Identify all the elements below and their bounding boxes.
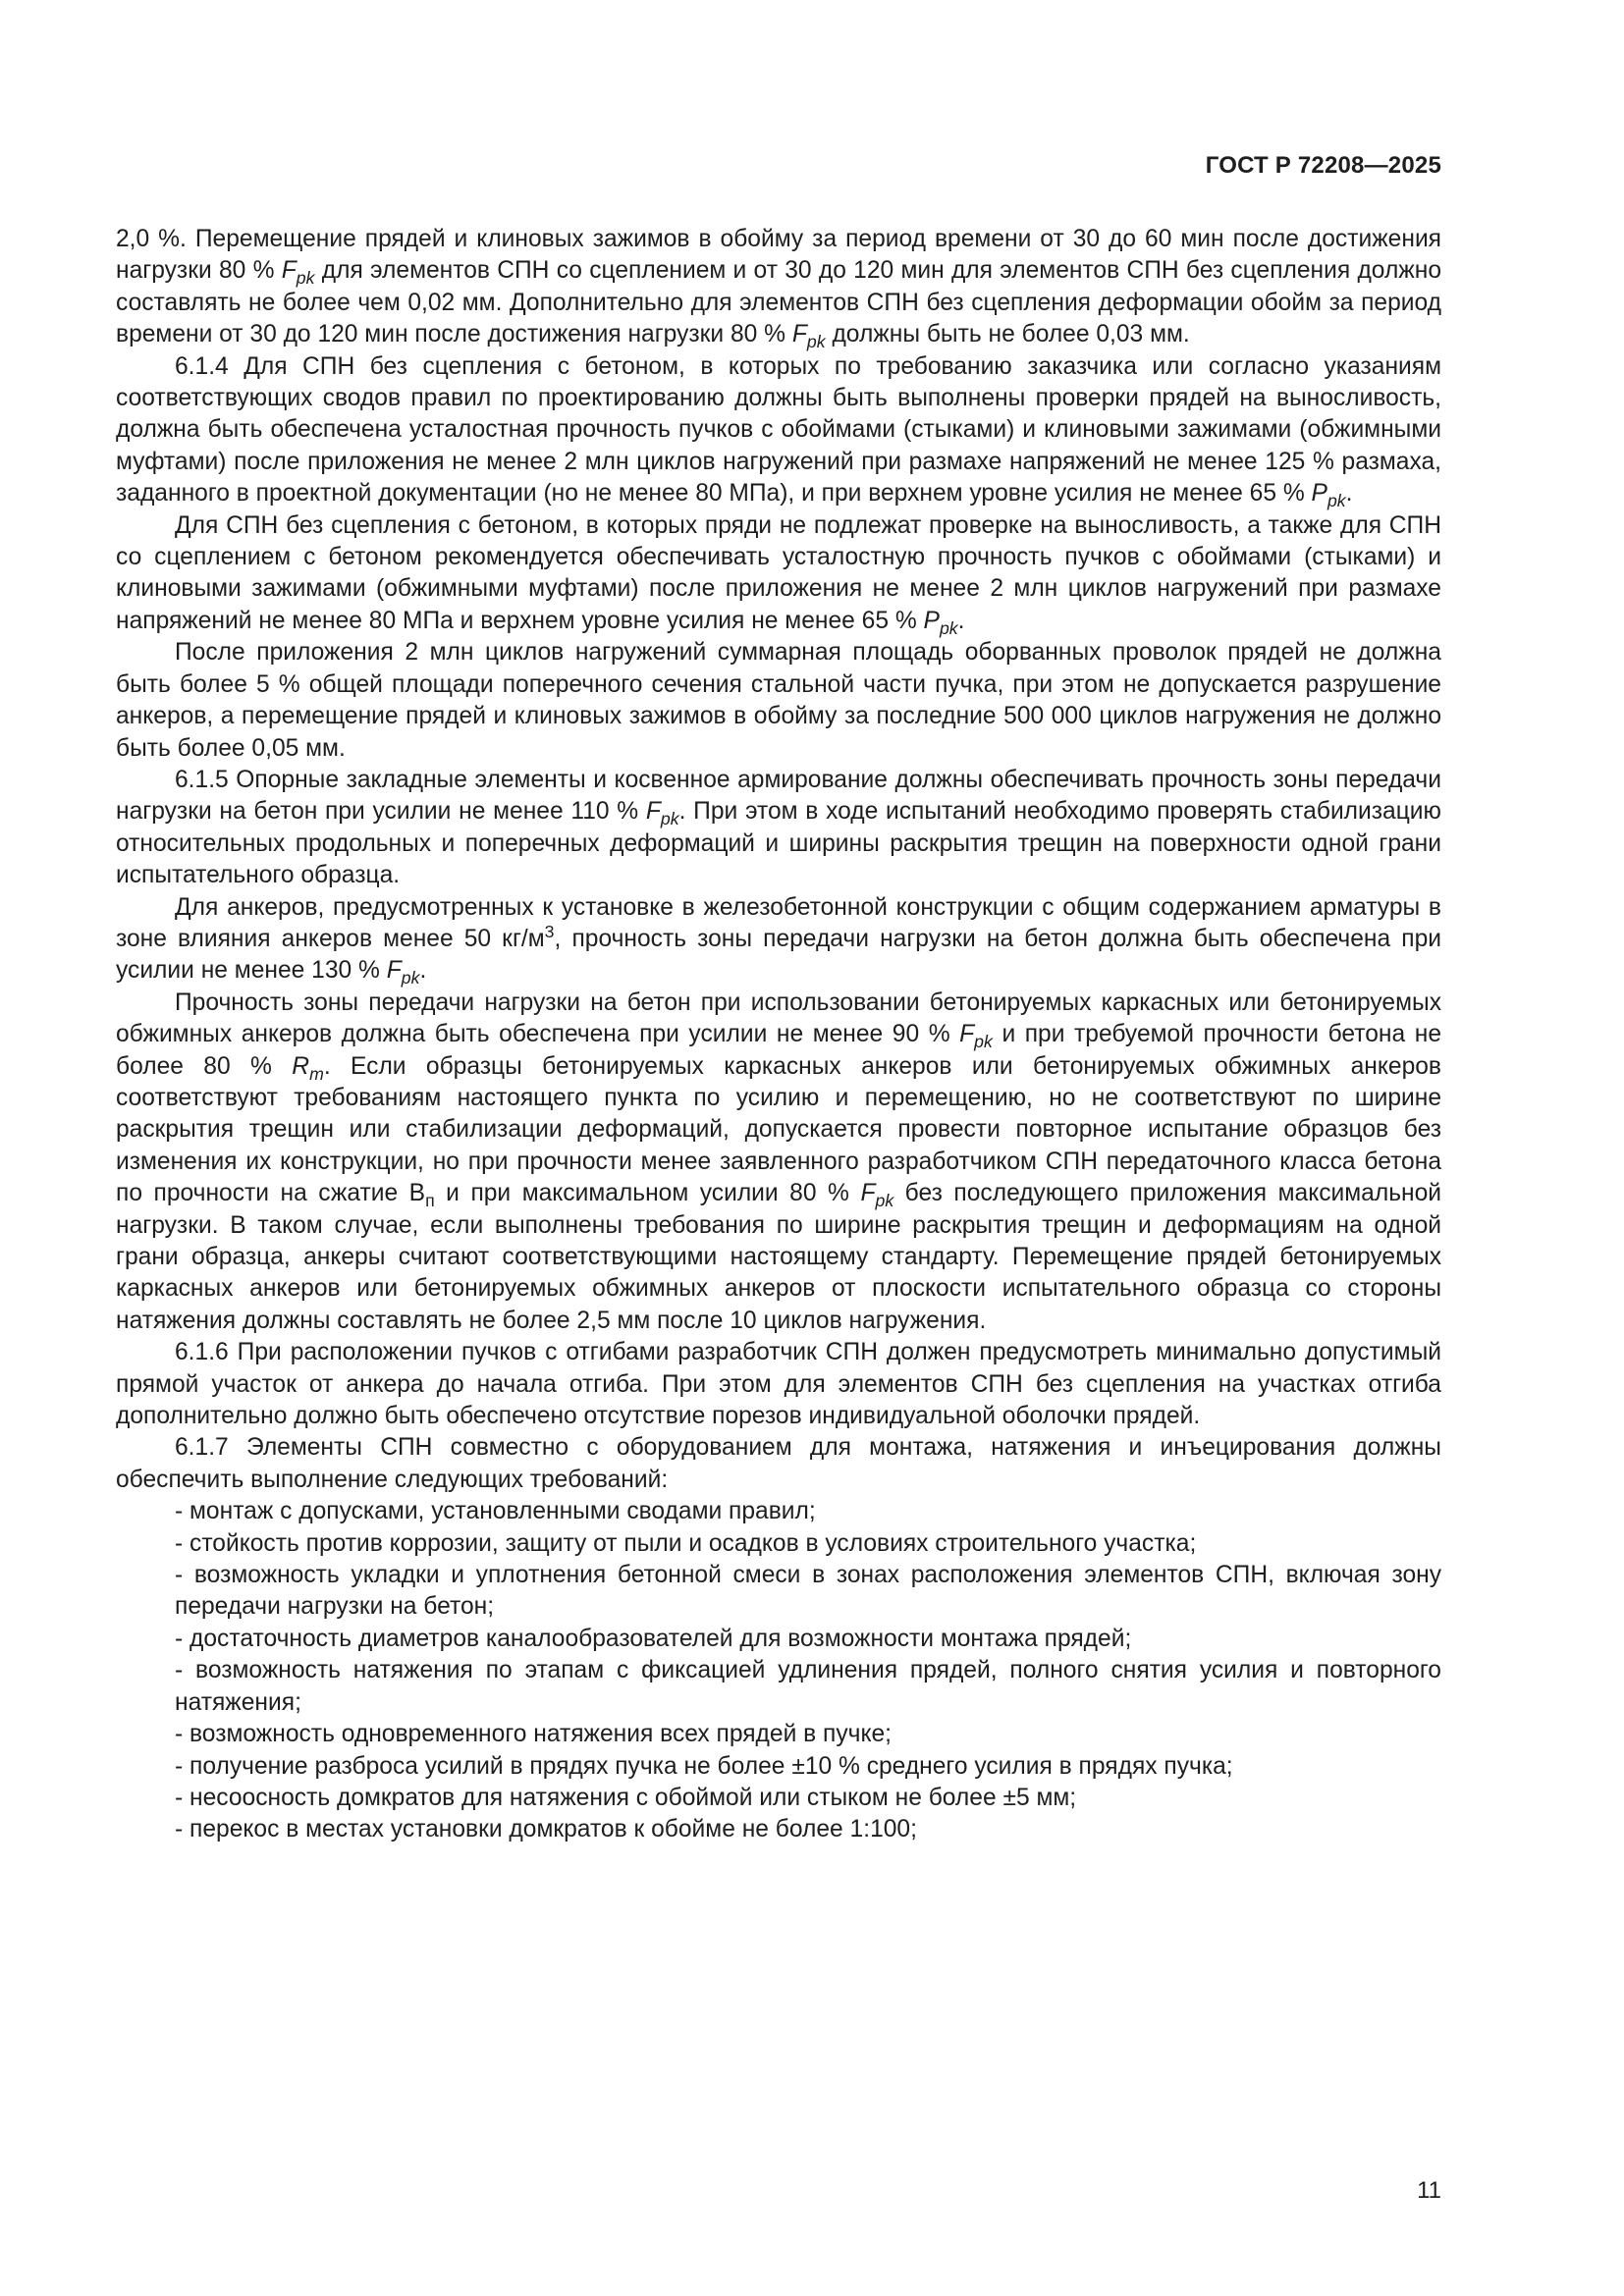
list-item: - возможность натяжения по этапам с фиксацией удлинения прядей, полного снятия усилия и повторного натяжения; bbox=[175, 1657, 1441, 1716]
paragraph: 2,0 %. Перемещение прядей и клиновых зажимов в обойму за период времени от 30 до 60 мин после достижения нагрузки 80 % $F_{pk}$ для элементов СПН со сцеплением и от 30 до 120 мин для элементов СПН без сцепления должно составлять не более чем 0,02 мм. Дополнительно для элементов СПН без сцепления деформации обойм за период времени от 30 до 120 мин после достижения нагрузки 80 % $F_{pk}$ должны быть не более 0,03 мм. bbox=[116, 226, 1441, 352]
list-item: - возможность одновременного натяжения всех прядей в пучке; bbox=[175, 1721, 893, 1748]
paragraph: Для анкеров, предусмотренных к установке в железобетонной конструкции с общим содержанием арматуры в зоне влияния анкеров менее 50 $кг/м^3$, прочность зоны передачи нагрузки на бетон должна быть обеспечена при усилии не менее 130 % $F_{pk}$. bbox=[116, 893, 1441, 988]
list-item: - перекос в местах установки домкратов к обойме не более 1:100; bbox=[175, 1816, 917, 1843]
list-item: - стойкость против коррозии, защиту от пыли и осадков в условиях строительного участка; bbox=[175, 1529, 1197, 1557]
clause-6-1-5: 6.1.5 Опорные закладные элементы и косвенное армирование должны обеспечивать прочность зоны передачи нагрузки на бетон при усилии не менее 110 % $F_{pk}$. При этом в ходе испытаний необходимо проверять стабилизацию относительных продольных и поперечных деформаций и ширины раскрытия трещин на поверхности одной грани испытательного образца. bbox=[116, 766, 1441, 889]
list-item: - получение разброса усилий в прядях пучка не более ±10 % среднего усилия в прядях пучка; bbox=[175, 1752, 1233, 1780]
paragraph: Для СПН без сцепления с бетоном, в которых пряди не подлежат проверке на выносливость, а также для СПН со сцеплением с бетоном рекомендуется обеспечивать усталостную прочность пучков с обоймами (стыками) и клиновыми зажимами (обжимными муфтами) после приложения не менее 2 млн циклов нагружений при размахе напряжений не менее 80 МПа и верхнем уровне усилия не менее 65 % $P_{pk}$. bbox=[116, 511, 1441, 639]
paragraph: После приложения 2 млн циклов нагружений суммарная площадь оборванных проволок прядей не должна быть более 5 % общей площади поперечного сечения стальной части пучка, при этом не допускается разрушение анкеров, а перемещение прядей и клиновых зажимов в обойму за последние 500 000 циклов нагружения не должно быть более 0,05 мм. bbox=[116, 639, 1441, 762]
list-item: - достаточность диаметров каналообразователей для возможности монтажа прядей; bbox=[175, 1625, 1132, 1652]
document-body bbox=[116, 224, 1441, 1846]
page-number: 11 bbox=[1417, 2177, 1441, 2204]
list-item: - возможность укладки и уплотнения бетонной смеси в зонах расположения элементов СПН, включая зону передачи нагрузки на бетон; bbox=[175, 1562, 1441, 1621]
list-item: - монтаж с допусками, установленными сводами правил; bbox=[175, 1498, 816, 1525]
document-header: ГОСТ Р 72208—2025 bbox=[1205, 152, 1441, 179]
clause-6-1-4: 6.1.4 Для СПН без сцепления с бетоном, в которых по требованию заказчика или согласно указаниям соответствующих сводов правил по проектированию должны быть выполнены проверки прядей на выносливость, должна быть обеспечена усталостная прочность пучков с обоймами (стыками) и клиновыми зажимами (обжимными муфтами) после приложения не менее 2 млн циклов нагружений при размахе напряжений не менее 125 % размаха, заданного в проектной документации (но не менее 80 МПа), и при верхнем уровне усилия не менее 65 % $P_{pk}$. bbox=[116, 352, 1441, 511]
paragraph: Прочность зоны передачи нагрузки на бетон при использовании бетонируемых каркасных или бетонируемых обжимных анкеров должна быть обеспечена при усилии не менее 90 % $F_{pk}$ и при требуемой прочности бетона не более 80 % $R_т$. Если образцы бетонируемых каркасных анкеров или бетонируемых обжимных анкеров соответствуют требованиям настоящего пункта по усилию и перемещению, но не соответствуют по ширине раскрытия трещин или стабилизации деформаций, допускается провести повторное испытание образцов без изменения их конструкции, но при прочности менее заявленного разработчиком СПН передаточного класса бетона по прочности на сжатие $В_п$ и при максимальном усилии 80 % $F_{pk}$ без последующего приложения максимальной нагрузки. В таком случае, если выполнены требования по ширине раскрытия трещин и деформациям на одной грани образца, анкеры считают соответствующими настоящему стандарту. Перемещение прядей бетонируемых каркасных анкеров или бетонируемых обжимных анкеров от плоскости испытательного образца со стороны натяжения должны составлять не более 2,5 мм после 10 циклов нагружения. bbox=[116, 988, 1442, 1334]
clause-6-1-7: 6.1.7 Элементы СПН совместно с оборудованием для монтажа, натяжения и инъецирования должны обеспечить выполнение следующих требований: bbox=[116, 1434, 1441, 1493]
clause-6-1-6: 6.1.6 При расположении пучков с отгибами разработчик СПН должен предусмотреть минимально допустимый прямой участок от анкера до начала отгиба. При этом для элементов СПН без сцепления на участках отгиба дополнительно должно быть обеспечено отсутствие порезов индивидуальной оболочки прядей. bbox=[116, 1339, 1441, 1430]
list-item: - несоосность домкратов для натяжения с обоймой или стыком не более ±5 мм; bbox=[175, 1784, 1077, 1811]
